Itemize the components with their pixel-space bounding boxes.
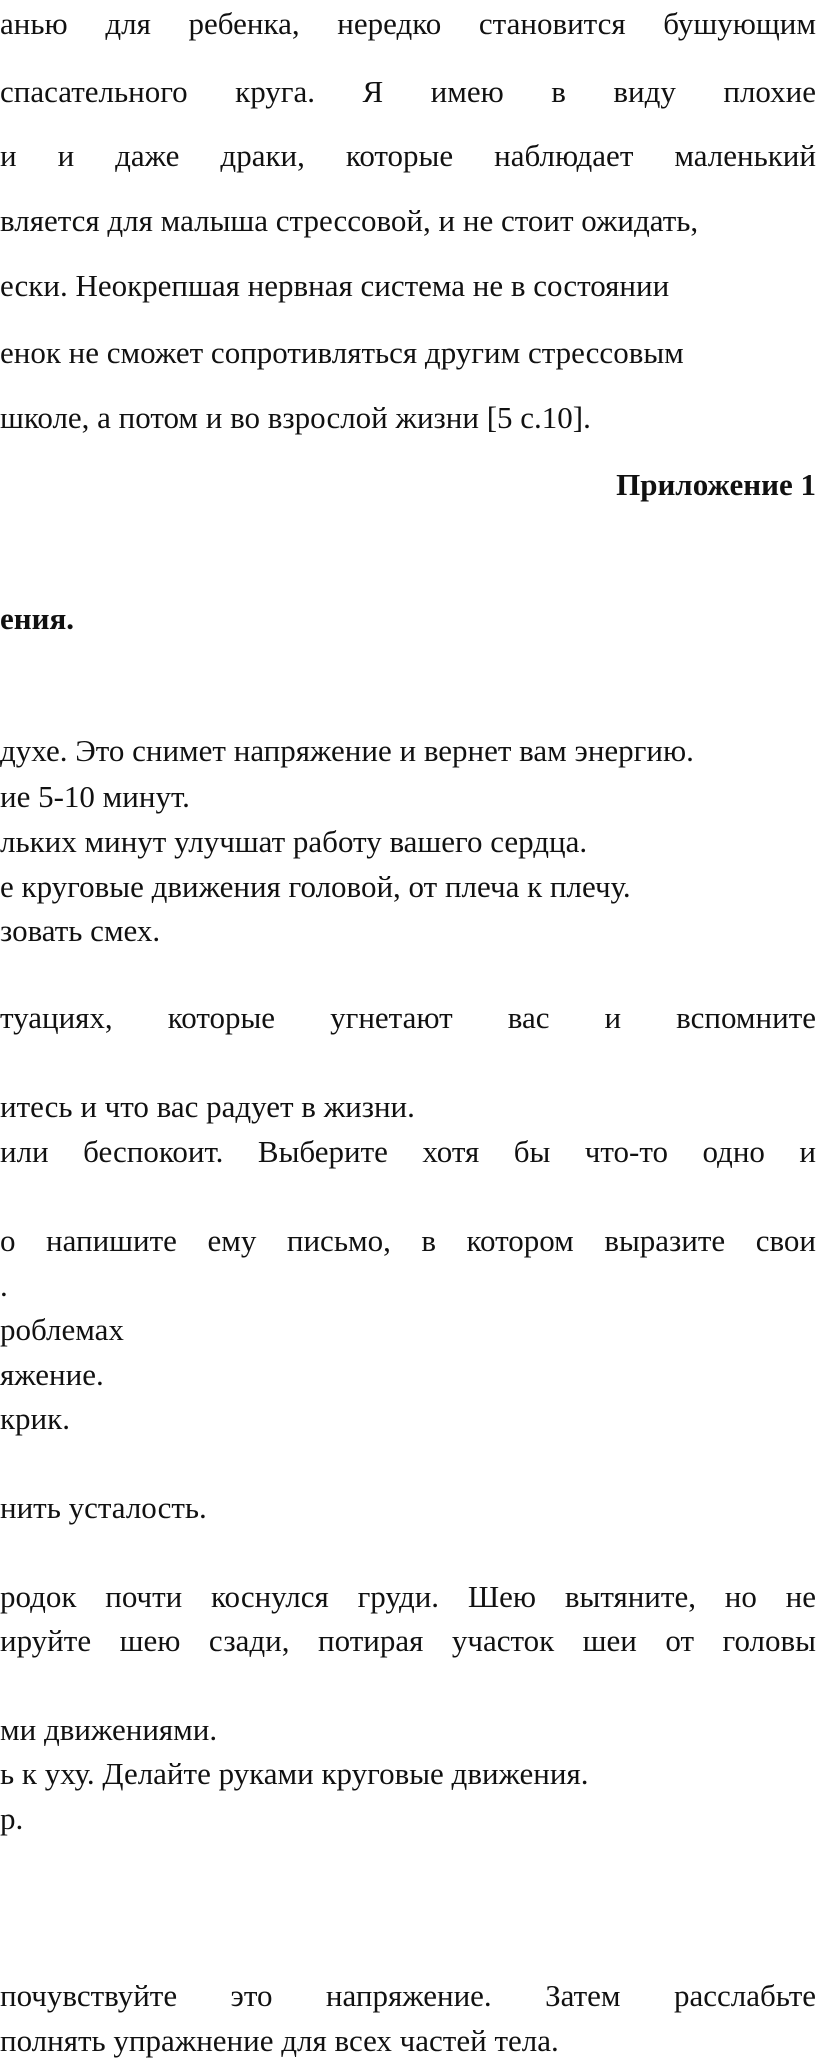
paragraph-line: почувствуйте это напряжение. Затем расслабьте bbox=[0, 1978, 816, 2013]
paragraph-line: полнять упражнение для всех частей тела. bbox=[0, 2023, 559, 2058]
list-item: крик. bbox=[0, 1401, 70, 1436]
paragraph-line: спасательного круга. Я имею в виду плохие bbox=[0, 74, 816, 109]
list-item: о напишите ему письмо, в котором выразите свои bbox=[0, 1223, 816, 1258]
list-item: . bbox=[0, 1268, 8, 1303]
section-heading: ения. bbox=[0, 601, 75, 636]
list-item: нить усталость. bbox=[0, 1490, 207, 1525]
list-item: ируйте шею сзади, потирая участок шеи от головы bbox=[0, 1623, 816, 1658]
paragraph-line: вляется для малыша стрессовой, и не стоит ожидать, bbox=[0, 203, 699, 238]
list-item: роблемах bbox=[0, 1312, 124, 1347]
list-item: итесь и что вас радует в жизни. bbox=[0, 1089, 415, 1124]
list-item: яжение. bbox=[0, 1357, 104, 1392]
paragraph-line: ески. Неокрепшая нервная система не в состоянии bbox=[0, 268, 670, 303]
list-item: р. bbox=[0, 1801, 24, 1836]
paragraph-line: енок не сможет сопротивляться другим стрессовым bbox=[0, 335, 684, 370]
list-item: или беспокоит. Выберите хотя бы что-то одно и bbox=[0, 1134, 816, 1169]
paragraph-line: анью для ребенка, нередко становится бушующим bbox=[0, 6, 816, 41]
list-item: ь к уху. Делайте руками круговые движения. bbox=[0, 1756, 589, 1791]
list-item: ие 5-10 минут. bbox=[0, 779, 190, 814]
paragraph-line: и и даже драки, которые наблюдает маленький bbox=[0, 138, 816, 173]
list-item: е круговые движения головой, от плеча к плечу. bbox=[0, 869, 631, 904]
list-item: родок почти коснулся груди. Шею вытяните, но не bbox=[0, 1579, 816, 1614]
paragraph-line: школе, а потом и во взрослой жизни [5 с.10]. bbox=[0, 400, 591, 435]
list-item: льких минут улучшат работу вашего сердца. bbox=[0, 824, 588, 859]
list-item: зовать смех. bbox=[0, 913, 161, 948]
list-item: духе. Это снимет напряжение и вернет вам энергию. bbox=[0, 733, 694, 768]
appendix-label: Приложение 1 bbox=[616, 467, 816, 502]
list-item: туациях, которые угнетают вас и вспомните bbox=[0, 1000, 816, 1035]
list-item: ми движениями. bbox=[0, 1712, 218, 1747]
